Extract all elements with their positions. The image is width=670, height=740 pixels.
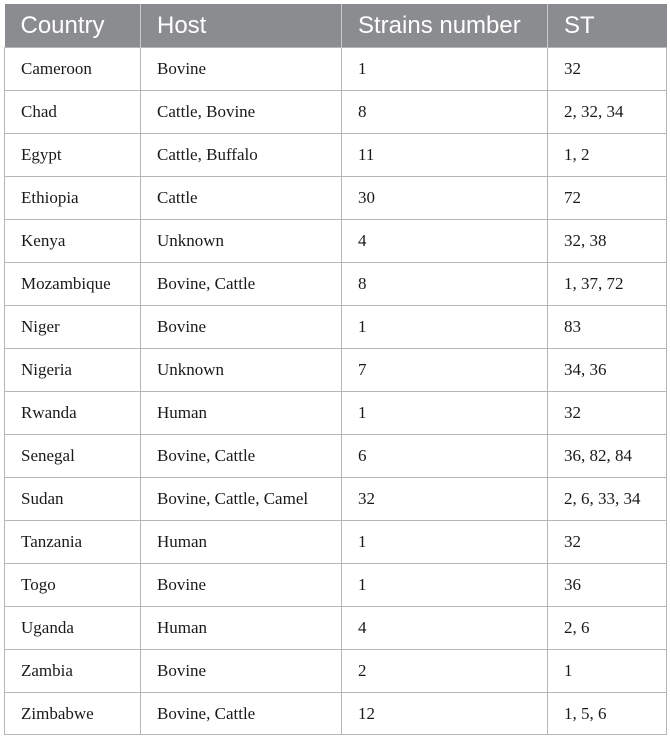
cell-country: Rwanda [5,392,141,435]
table-row [5,435,667,478]
cell-host: Human [141,607,342,650]
cell-host: Bovine, Cattle [141,693,342,735]
table-row [5,564,667,607]
cell-st: 1, 37, 72 [548,263,667,306]
cell-st: 32 [548,521,667,564]
cell-country: Sudan [5,478,141,521]
table-row [5,220,667,263]
cell-country: Uganda [5,607,141,650]
cell-st: 36 [548,564,667,607]
table-row [5,306,667,349]
table-row [5,392,667,435]
cell-country: Egypt [5,134,141,177]
cell-host: Human [141,392,342,435]
table-body [5,48,667,735]
cell-country: Zimbabwe [5,693,141,735]
cell-st: 1, 5, 6 [548,693,667,735]
cell-country: Kenya [5,220,141,263]
cell-strains-number: 4 [342,220,548,263]
cell-st: 2, 32, 34 [548,91,667,134]
cell-host: Cattle [141,177,342,220]
cell-strains-number: 30 [342,177,548,220]
cell-host: Cattle, Bovine [141,91,342,134]
header-st: ST [548,4,667,48]
cell-host: Bovine, Cattle [141,435,342,478]
cell-country: Ethiopia [5,177,141,220]
cell-country: Nigeria [5,349,141,392]
cell-st: 34, 36 [548,349,667,392]
cell-st: 32 [548,48,667,91]
cell-strains-number: 12 [342,693,548,735]
table-row [5,607,667,650]
table-row [5,521,667,564]
cell-st: 2, 6 [548,607,667,650]
cell-country: Tanzania [5,521,141,564]
cell-strains-number: 1 [342,48,548,91]
cell-host: Unknown [141,220,342,263]
cell-country: Senegal [5,435,141,478]
cell-country: Togo [5,564,141,607]
table-row [5,263,667,306]
header-strains-number: Strains number [342,4,548,48]
cell-strains-number: 1 [342,521,548,564]
cell-country: Cameroon [5,48,141,91]
cell-st: 32 [548,392,667,435]
table-row [5,478,667,521]
header-country: Country [5,4,141,48]
cell-host: Bovine [141,650,342,693]
cell-strains-number: 6 [342,435,548,478]
cell-host: Bovine, Cattle [141,263,342,306]
cell-host: Cattle, Buffalo [141,134,342,177]
cell-strains-number: 8 [342,263,548,306]
table-row [5,177,667,220]
cell-strains-number: 7 [342,349,548,392]
data-table-container [4,4,666,735]
cell-st: 1 [548,650,667,693]
cell-strains-number: 1 [342,564,548,607]
cell-host: Bovine [141,306,342,349]
table-row [5,48,667,91]
cell-strains-number: 2 [342,650,548,693]
cell-st: 72 [548,177,667,220]
table-row [5,650,667,693]
table-row [5,134,667,177]
cell-strains-number: 11 [342,134,548,177]
cell-strains-number: 8 [342,91,548,134]
cell-st: 1, 2 [548,134,667,177]
cell-strains-number: 4 [342,607,548,650]
cell-country: Zambia [5,650,141,693]
header-row [5,4,667,48]
table-row [5,349,667,392]
table-row [5,693,667,735]
cell-strains-number: 1 [342,392,548,435]
table-row [5,91,667,134]
data-table [4,4,667,735]
header-host: Host [141,4,342,48]
cell-st: 32, 38 [548,220,667,263]
cell-strains-number: 1 [342,306,548,349]
cell-host: Bovine, Cattle, Camel [141,478,342,521]
cell-country: Niger [5,306,141,349]
cell-st: 36, 82, 84 [548,435,667,478]
cell-host: Human [141,521,342,564]
cell-st: 83 [548,306,667,349]
cell-country: Chad [5,91,141,134]
cell-host: Bovine [141,48,342,91]
cell-strains-number: 32 [342,478,548,521]
cell-country: Mozambique [5,263,141,306]
cell-host: Bovine [141,564,342,607]
cell-host: Unknown [141,349,342,392]
cell-st: 2, 6, 33, 34 [548,478,667,521]
table-header [5,4,667,48]
